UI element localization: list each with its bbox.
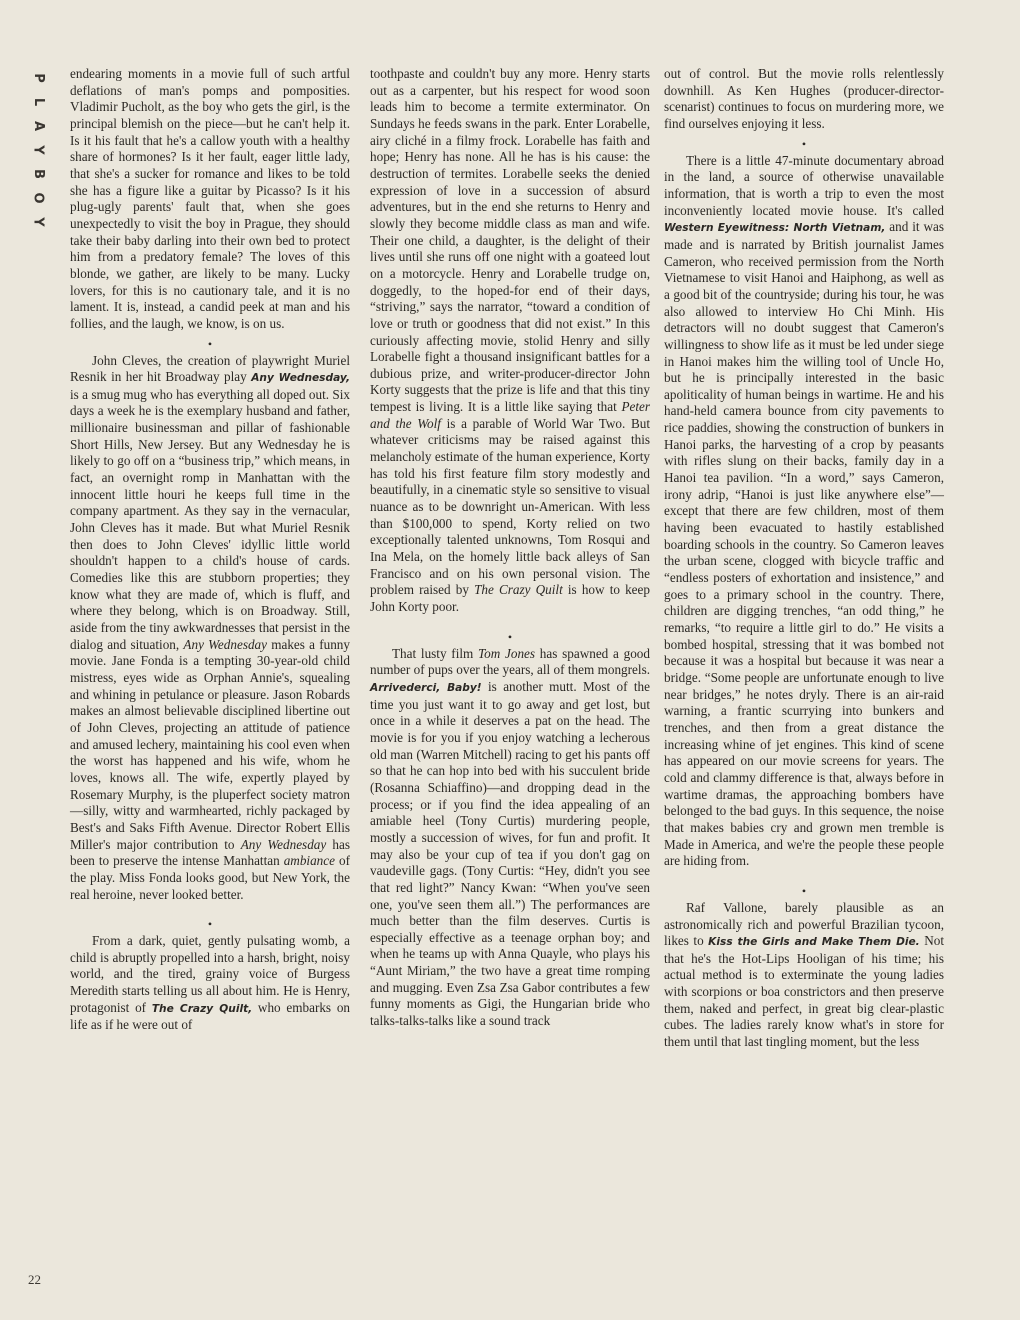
film-title: Any Wednesday — [240, 836, 327, 852]
film-title: Kiss the Girls and Make Them Die. — [708, 936, 920, 949]
text-run: is a parable of World War Two. But whatever criticisms may be raised against this melancholy estimate of the human experience, Korty has told his first feature film story modestly and beautifully, in a cinematic style so sensitive to visual nuance as to be downright un-American. With less than $100,000 to spend, Korty relied on two exceptionally talented unknowns, Tom Rosqui and Ina Mela, on the homely little back alleys of San Francisco and on his own personal vision. The problem raised by — [370, 415, 650, 598]
text-run: and it was made and is narrated by British journalist James Cameron, who received permission from the North Vietnamese to visit Hanoi and Haiphong, as well as a good bit of the countryside; during his tour, he was also allowed to interview Ho Chi Minh. His detractors will no doubt suggest that Cameron's willingness to show life as it must be led under siege in Hanoi makes him the willing tool of Uncle Ho, but he is principally interested in the basic apoliticality of human beings in wartime. He and his hand-held camera bounce from city pavements to rice paddies, showing the construction of bunkers in Hanoi parks, the harvesting of a crop by peasants with rifles slung on their backs, family day in a Hanoi tea pavilion. “In a word,” says Cameron, irony adrip, “Hanoi is just like anywhere else”—except that there are few children, most of them having been evacuated to hastily established boarding schools in the country. So Cameron leaves the urban scene, clogged with bicycle traffic and “endless posters of exhortation and insistence,” and goes to a primary school in the country. There, children are digging trenches, “an odd thing,” he remarks, “to require a little girl to do.” He visits a bombed hospital, stressing that it was bombed not because it was a hospital but because it was near a bridge. “Some people are unfortunate enough to live near bridges,” he notes dryly. There is an air-raid warning, a frantic scurrying into bunkers and trenches, and then from a great distance the increasing whine of jet engines. This kind of scene has appeared on our movie screens for years. The cold and clammy difference is that, always before in wartime dramas, the approaching bombers have belonged to the bad guys. In this sequence, the noise that makes babies cry and grown men tremble is Made in America, and we're the people these people are hiding from. — [664, 219, 944, 869]
text-run: who embarks on life as if he were out of — [70, 999, 351, 1033]
film-title: Any Wednesday, — [251, 372, 351, 385]
text-run: makes a funny movie. Jane Fonda is a tempting 30-year-old child mistress, eyes wide as Orphan Annie's, squealing and whining in petulance or pleasure. Jason Robards makes an almost believable disciplined libertine out of John Cleves, projecting an attitude of patience and amused lechery, maintaining his cool even when the worst has happened and his wife, whom he loves, knows all. The wife, expertly played by Rosemary Murphy, is the pluperfect society matron—silly, witty and warmhearted, richly packaged by Best's and Saks Fifth Avenue. Director Robert Ellis Miller's major contribution to — [70, 636, 350, 852]
italic-word: ambiance — [283, 853, 335, 869]
masthead-letter: O — [31, 192, 46, 204]
film-title: Peter and the Wolf — [370, 399, 650, 431]
masthead-letter: Y — [30, 145, 46, 155]
text-run: toothpaste and couldn't buy any more. Henry starts out as a carpenter, but his respect for wood soon leads him to become a termite exterminator. On Sundays he feeds swans in the park. Enter Lorabelle, airy cliché in a filmy frock. Lorabelle has faith and hope; Henry has none. All he has is his cause: the destruction of termites. Lorabelle seeks the denied expression of love in a succession of absurd adventures, but in the end she returns to Henry and slowly they become middle class as man and wife. Their one child, a daughter, is the delight of their lives until she runs off one night with a goateed lout on a motorcycle. Henry and Lorabelle trudge on, doggedly, to the hoped-for end of their days, “striving,” says the narrator, “toward a condition of love or truth or goodness that did not exist.” In this curiously affecting movie, stolid Henry and silly Lorabelle fight a thousand insignificant battles for a dubious prize, and writer-producer-director John Korty suggests that the prize is life and that this tiny tempest is living. It is a little like saying that — [370, 66, 650, 415]
film-title: Arrivederci, Baby! — [370, 681, 482, 694]
section-bullet — [70, 917, 350, 931]
masthead-letter: A — [31, 120, 46, 132]
column-2 — [370, 66, 650, 1030]
masthead-playboy — [26, 66, 50, 234]
column-1 — [70, 66, 350, 1034]
film-title: Tom Jones — [478, 645, 536, 661]
film-title: The Crazy Quilt, — [151, 1002, 253, 1015]
text-run: has spawned a good number of pups over the years, all of them mongrels. — [370, 645, 650, 678]
text-run: is how to keep John Korty poor. — [370, 582, 650, 614]
film-title: Any Wednesday — [183, 636, 267, 652]
text-run: is a smug mug who has everything all doped out. Six days a week he is the exemplary husband and father, millionaire businessman and pillar of fashionable Short Hills, New Jersey. But any Wednesday he is likely to go off on a “business trip,” which means, in fact, an overnight romp in Manhattan with the innocent little houri he keeps full time in the company apartment. As they say in the vernacular, John Cleves has it made. But what Muriel Resnik then does to John Cleves' idyllic little world shouldn't happen to a child's house of cards. Comedies like this are stubborn properties; they know what they are made of, which is fluff, and where they belong, which is on Broadway. Still, aside from the tiny awkwardnesses that persist in the dialog and situation, — [70, 386, 350, 652]
page-number: 22 — [28, 1272, 41, 1287]
text-run: John Cleves, the creation of playwright Muriel Resnik in her hit Broadway play — [70, 352, 350, 385]
section-bullet — [664, 884, 944, 898]
paragraph-smashing-time-end: endearing moments in a movie full of such artful deflations of man's pomps and pomposities. Vladimir Pucholt, as the boy who gets the girl, is the principal blemish on the piece—but he can't help it. Is it his fault that he's a callow youth with a healthy share of hormones? Is it her fault, eager little lady, that she's a sucker for romance and likes to be told she has a figure like a guitar by Picasso? Is it his plug-ugly parents' fault that, when she goes unexpectedly to visit the boy in Prague, they should take their baby darling into their own bed to protect him from a predatory female? The loves of this blonde, we gather, are likely to be many. Lucky lovers, for this is no cautionary tale, and it is no lament. It is, instead, a candid peek at man and his follies, and the laugh, we know, is on us. — [70, 66, 350, 331]
masthead-letter: P — [31, 73, 46, 83]
paragraph-arrivederci-end: out of control. But the movie rolls relentlessly downhill. As Ken Hughes (producer-director-scenarist) continues to focus on murdering more, we find ourselves enjoying it less. — [664, 66, 944, 131]
paragraph-any-wednesday — [70, 353, 350, 904]
column-3 — [664, 66, 944, 1051]
paragraph-crazy-quilt-start — [70, 933, 350, 1034]
text-run: That lusty film — [392, 645, 479, 661]
text-run: Not that he's the Hot-Lips Hooligan of his time; his actual method is to exterminate the young ladies with scorpions or boa constrictors and then preserve them, naked and perfect, in great big clear-plastic cubes. The ladies rarely know what's in store for them until that last tingling moment, but the less — [664, 933, 944, 1050]
paragraph-kiss-the-girls — [664, 900, 944, 1051]
section-bullet — [370, 630, 650, 644]
text-run: of the play. Miss Fonda looks good, but New York, the real heroine, never looked better. — [70, 853, 350, 902]
masthead-letter: Y — [30, 217, 46, 227]
masthead-letter: B — [30, 169, 46, 179]
section-bullet — [70, 337, 350, 351]
text-run: From a dark, quiet, gently pulsating womb, a child is abruptly propelled into a harsh, bright, noisy world, and the tired, grainy voice of Burgess Meredith starts telling us all about him. He is Henry, protagonist of — [70, 933, 350, 1015]
text-run: Raf Vallone, barely plausible as an astronomically rich and powerful Brazilian tycoon, likes to — [664, 899, 944, 949]
film-title: The Crazy Quilt — [474, 582, 563, 598]
paragraph-arrivederci-baby — [370, 646, 650, 1030]
section-bullet — [664, 137, 944, 151]
paragraph-crazy-quilt-cont — [370, 66, 650, 616]
paragraph-western-eyewitness — [664, 153, 944, 870]
text-run: has been to preserve the intense Manhattan — [70, 836, 350, 869]
film-title: Western Eyewitness: North Vietnam, — [664, 222, 886, 235]
text-run: is another mutt. Most of the time you just want it to go away and get lost, but once in a while it deserves a pat on the head. The movie is for you if you enjoy watching a lecherous old man (Warren Mitchell) racing to get his pants off so that he can hop into bed with his succulent bride (Rosanna Schiaffino)—and dropping dead in the process; or if you find the idea appealing of an amiable heel (Tony Curtis) murdering people, mostly a succession of wives, for fun and profit. It may also be your cup of tea if you don't gag on vaudeville gags. (Tony Curtis: “Hey, didn't you see that red light?” Nancy Kwan: “When you've seen one, you've seen them all.”) The performances are much better than the film deserves. Curtis is especially effective as a teenage orphan boy; and when he teams up with Anna Quayle, who plays his “Aunt Miriam,” the two have a great time romping and mugging. Even Zsa Zsa Gabor contributes a few funny moments as Gigi, the Hungarian bride who talks-talks-talks like a sound track — [370, 678, 650, 1029]
text-run: There is a little 47-minute documentary abroad in the land, a source of otherwise unavailable information, that is worth a trip to even the most inconveniently located movie house. It's called — [664, 152, 944, 218]
masthead-letter: L — [30, 97, 46, 107]
